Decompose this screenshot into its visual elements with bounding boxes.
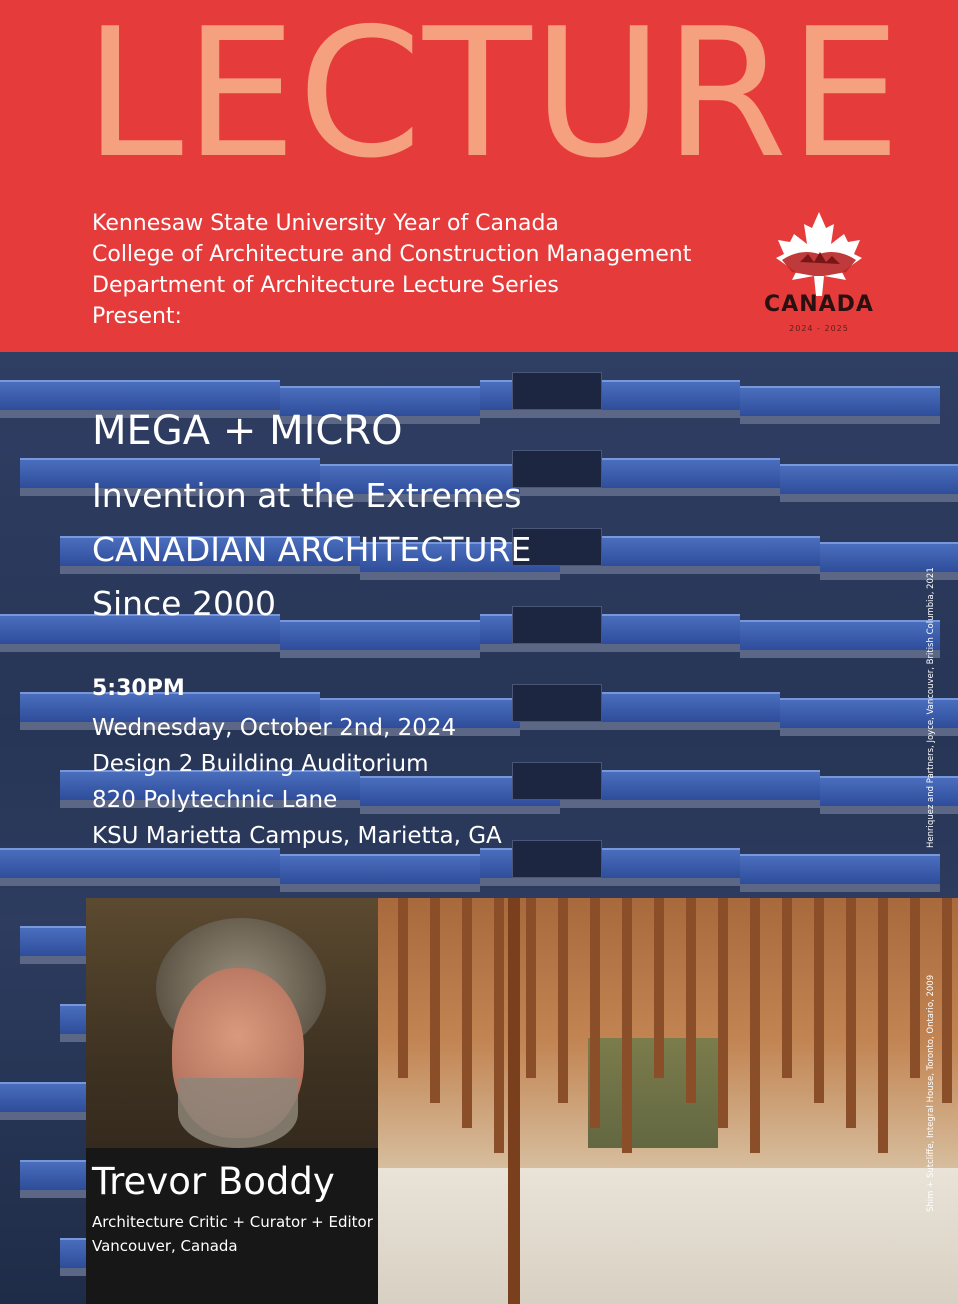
header-banner	[0, 0, 958, 352]
lecture-subtitle: Since 2000	[92, 584, 276, 623]
canada-logo	[760, 208, 878, 336]
presenters-block	[92, 208, 691, 332]
event-address: 820 Polytechnic Lane	[92, 787, 338, 813]
lecture-subtitle: CANADIAN ARCHITECTURE	[92, 530, 532, 569]
logo-word: CANADA	[764, 292, 874, 317]
speaker-info	[92, 1210, 373, 1258]
event-campus: KSU Marietta Campus, Marietta, GA	[92, 823, 502, 849]
lecture-subtitle: Invention at the Extremes	[92, 476, 522, 515]
speaker-name: Trevor Boddy	[92, 1160, 335, 1203]
photo-credit-top: Henriquez and Partners, Joyce, Vancouver, British Columbia, 2021	[926, 567, 936, 848]
presenter-line: Present:	[92, 304, 182, 329]
speaker-location: Vancouver, Canada	[92, 1237, 238, 1255]
presenter-line: Department of Architecture Lecture Series	[92, 273, 559, 298]
event-details	[92, 710, 502, 854]
event-time: 5:30PM	[92, 676, 185, 701]
event-venue: Design 2 Building Auditorium	[92, 751, 429, 777]
poster-title: LECTURE	[84, 0, 903, 197]
lecture-title: MEGA + MICRO	[92, 408, 403, 454]
speaker-role: Architecture Critic + Curator + Editor	[92, 1213, 373, 1231]
event-date: Wednesday, October 2nd, 2024	[92, 715, 457, 741]
interior-photo	[378, 898, 958, 1304]
photo-credit-bottom: Shim + Sutcliffe, Integral House, Toronto, Ontario, 2009	[926, 974, 936, 1212]
presenter-line: College of Architecture and Construction Management	[92, 242, 692, 267]
presenter-line: Kennesaw State University Year of Canada	[92, 211, 559, 236]
logo-years: 2024 - 2025	[789, 324, 849, 333]
maple-leaf-icon	[760, 208, 878, 298]
